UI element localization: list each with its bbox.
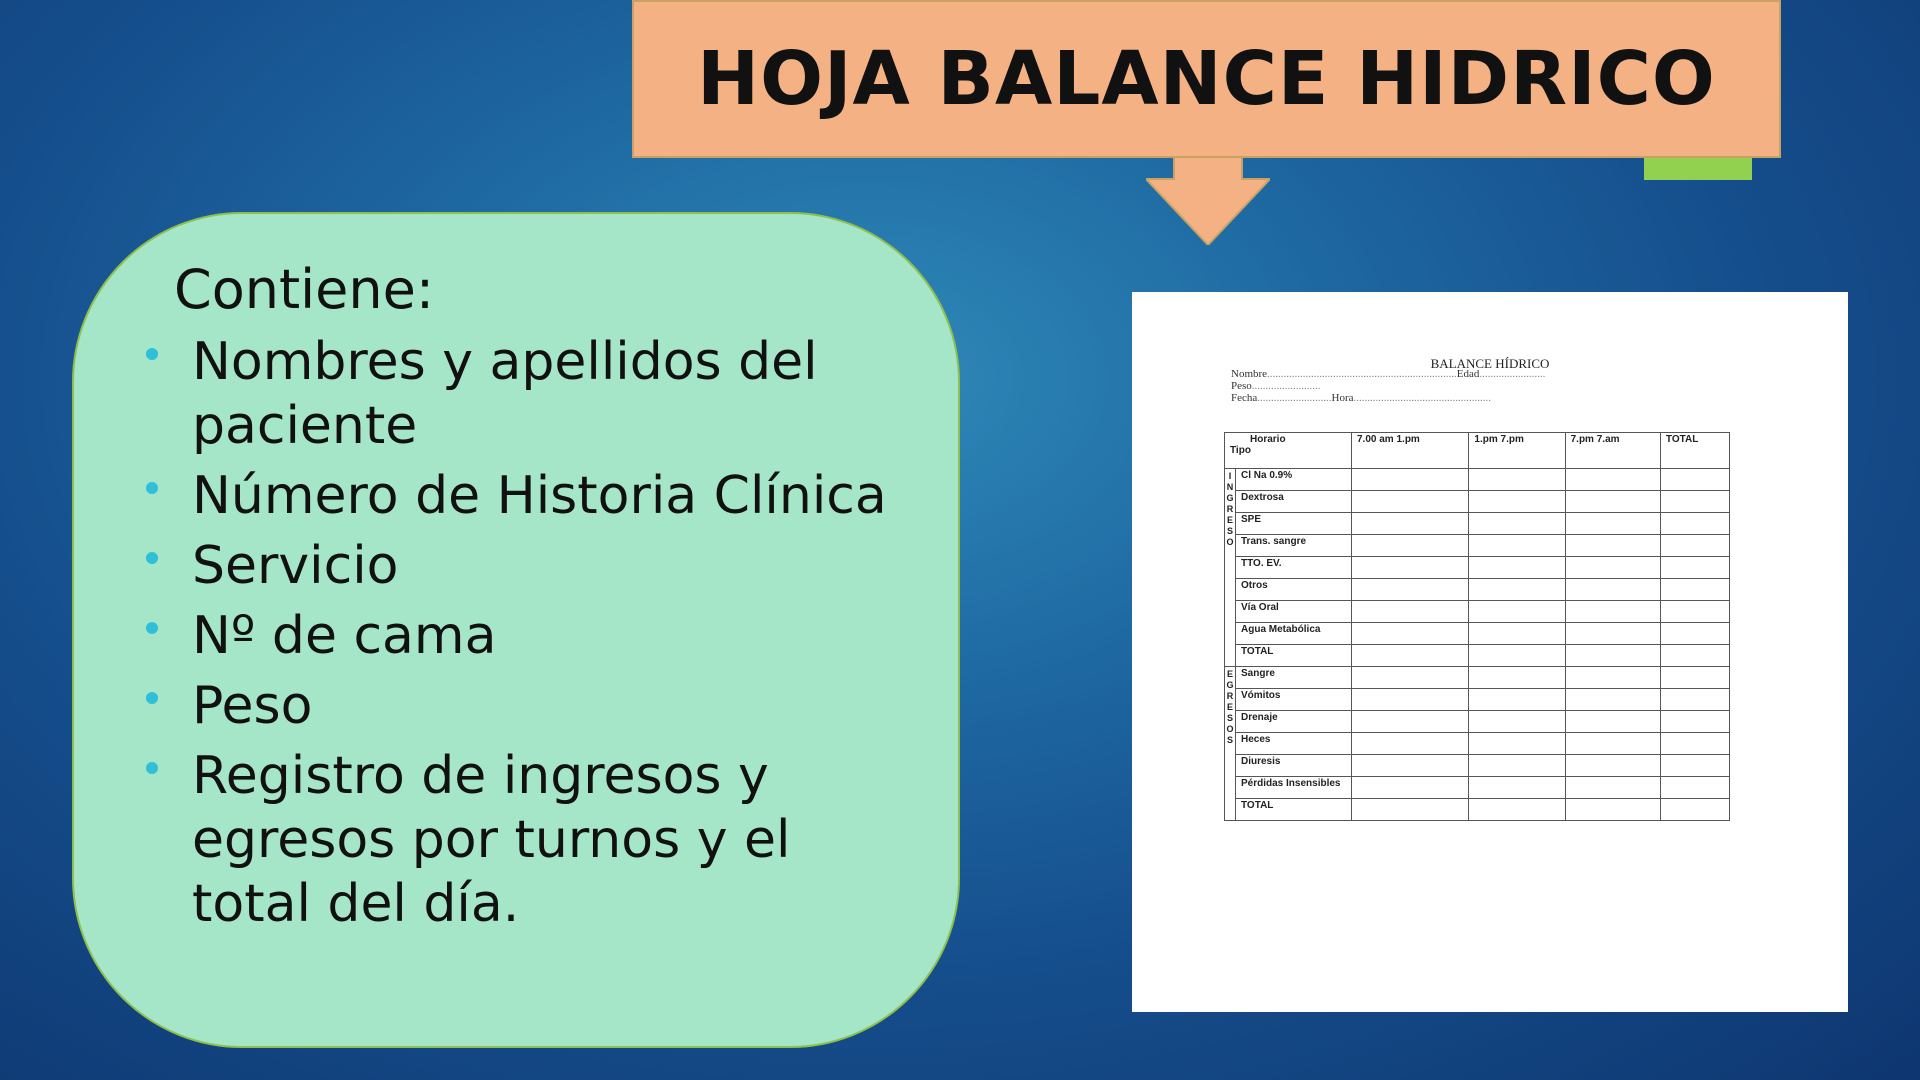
value-cell [1565,755,1660,777]
value-cell [1469,711,1565,733]
value-cell [1565,623,1660,645]
row-label: SPE [1236,513,1352,535]
contiene-label: Contiene: [174,258,435,321]
value-cell [1469,579,1565,601]
slide-title: HOJA BALANCE HIDRICO [697,36,1716,122]
bullet-icon [146,692,158,704]
horario-label: Horario [1250,434,1286,445]
value-cell [1352,469,1469,491]
row-label: Diuresis [1236,755,1352,777]
value-cell [1565,557,1660,579]
value-cell [1352,579,1469,601]
row-label: Drenaje [1236,711,1352,733]
row-label: Heces [1236,733,1352,755]
sheet-line-peso: Peso......................... [1231,380,1321,392]
col-header: 7.00 am 1.pm [1352,433,1469,469]
value-cell [1565,535,1660,557]
bullet-icon [146,482,158,494]
value-cell [1660,601,1729,623]
list-item-text: Registro de ingresos y egresos por turnos y el total del día. [192,746,791,934]
value-cell [1352,733,1469,755]
row-label: Agua Metabólica [1236,623,1352,645]
hora-label: Hora [1331,392,1354,404]
value-cell [1660,799,1729,821]
table-row [1225,623,1730,645]
value-cell [1660,777,1729,799]
value-cell [1469,799,1565,821]
table-row [1225,755,1730,777]
table-row [1225,777,1730,799]
value-cell [1565,733,1660,755]
bullet-icon [146,348,158,360]
value-cell [1469,733,1565,755]
value-cell [1352,755,1469,777]
row-label: TOTAL [1236,645,1352,667]
value-cell [1660,469,1729,491]
tipo-label: Tipo [1230,445,1251,456]
value-cell [1660,645,1729,667]
value-cell [1565,689,1660,711]
list-item-text: Servicio [192,536,399,596]
row-label: Trans. sangre [1236,535,1352,557]
value-cell [1469,491,1565,513]
list-item-text: Nº de cama [192,606,497,666]
edad-label: Edad [1456,368,1480,380]
value-cell [1660,755,1729,777]
sheet-title: BALANCE HÍDRICO [1430,356,1550,371]
value-cell [1469,513,1565,535]
value-cell [1565,513,1660,535]
table-row [1225,601,1730,623]
table-row [1225,469,1730,491]
value-cell [1660,733,1729,755]
table-row [1225,711,1730,733]
value-cell [1469,469,1565,491]
row-label: Vía Oral [1236,601,1352,623]
value-cell [1352,623,1469,645]
sheet-line-nombre: Nombre.....................................................................Edad........................ [1231,368,1546,380]
value-cell [1565,799,1660,821]
list-item-text: Peso [192,676,313,736]
table-row [1225,579,1730,601]
value-cell [1660,491,1729,513]
col-header: 1.pm 7.pm [1469,433,1565,469]
table-row [1225,513,1730,535]
value-cell [1352,601,1469,623]
value-cell [1660,689,1729,711]
list-item-text: Nombres y apellidos del paciente [192,332,818,456]
value-cell [1565,491,1660,513]
value-cell [1352,689,1469,711]
col-header: TOTAL [1660,433,1729,469]
content-list [140,330,920,942]
value-cell [1469,645,1565,667]
value-cell [1352,777,1469,799]
table-row [1225,491,1730,513]
balance-sheet-image [1132,292,1848,1012]
list-item [140,464,920,528]
row-label: Vómitos [1236,689,1352,711]
row-label: Pérdidas Insensibles [1236,777,1352,799]
sheet-line-fecha: Fecha...........................Hora.................................................. [1231,392,1492,404]
list-item [140,534,920,598]
value-cell [1469,689,1565,711]
value-cell [1565,667,1660,689]
peso-label: Peso [1231,380,1252,392]
list-item-text: Número de Historia Clínica [192,466,887,526]
row-label: Otros [1236,579,1352,601]
value-cell [1352,491,1469,513]
value-cell [1565,601,1660,623]
value-cell [1469,777,1565,799]
value-cell [1565,711,1660,733]
row-label: Dextrosa [1236,491,1352,513]
value-cell [1565,645,1660,667]
value-cell [1660,623,1729,645]
value-cell [1660,513,1729,535]
horario-tipo-cell [1225,433,1352,469]
title-banner [632,0,1781,158]
value-cell [1660,667,1729,689]
value-cell [1352,667,1469,689]
row-label: Sangre [1236,667,1352,689]
ingresos-side-label: I N G R E S O [1225,469,1236,667]
bullet-icon [146,622,158,634]
table-row [1225,733,1730,755]
table-header-row [1225,433,1730,469]
value-cell [1352,513,1469,535]
bullet-icon [146,552,158,564]
value-cell [1352,557,1469,579]
egresos-side-label: E G R E S O S [1225,667,1236,821]
value-cell [1565,777,1660,799]
table-row [1225,535,1730,557]
table-row [1225,645,1730,667]
bullet-icon [146,762,158,774]
table-row [1225,667,1730,689]
list-item [140,744,920,936]
value-cell [1469,601,1565,623]
value-cell [1660,711,1729,733]
value-cell [1469,623,1565,645]
value-cell [1660,579,1729,601]
value-cell [1469,667,1565,689]
list-item [140,674,920,738]
list-item [140,330,920,458]
list-item [140,604,920,668]
row-label: TTO. EV. [1236,557,1352,579]
row-label: Cl Na 0.9% [1236,469,1352,491]
nombre-label: Nombre [1231,368,1268,380]
table-row [1225,799,1730,821]
value-cell [1565,469,1660,491]
value-cell [1660,535,1729,557]
value-cell [1469,535,1565,557]
balance-table [1224,432,1730,821]
value-cell [1469,557,1565,579]
value-cell [1565,579,1660,601]
down-arrow-icon [1146,157,1270,245]
row-label: TOTAL [1236,799,1352,821]
col-header: 7.pm 7.am [1565,433,1660,469]
value-cell [1352,799,1469,821]
value-cell [1469,755,1565,777]
value-cell [1352,645,1469,667]
value-cell [1660,557,1729,579]
table-row [1225,689,1730,711]
fecha-label: Fecha [1231,392,1258,404]
accent-tab [1644,158,1752,180]
table-row [1225,557,1730,579]
value-cell [1352,711,1469,733]
value-cell [1352,535,1469,557]
